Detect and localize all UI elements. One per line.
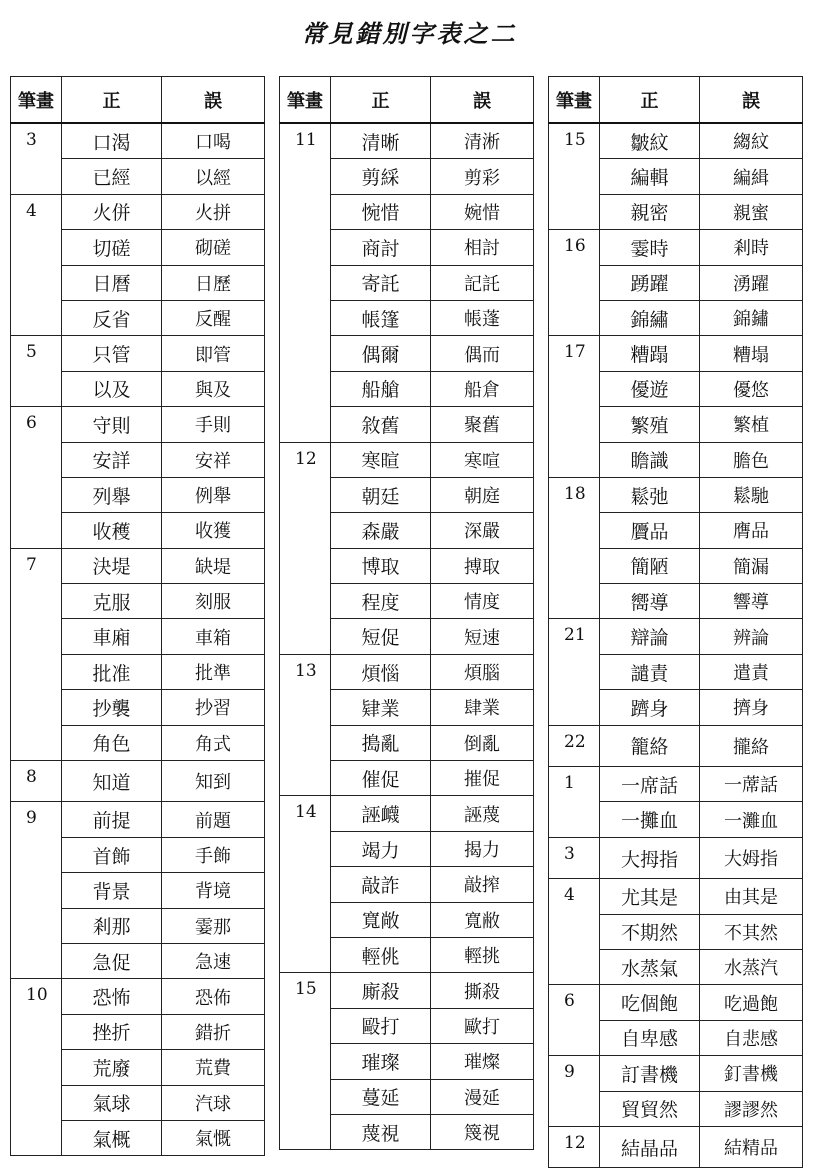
correct-word: 大拇指 [600,837,700,878]
wrong-word: 氣慨 [162,1120,265,1155]
header-correct: 正 [600,77,700,124]
stroke-count: 22 [549,725,600,766]
table-row [11,123,265,159]
correct-word: 決堤 [62,548,162,583]
header-stroke: 筆畫 [549,77,600,124]
wrong-word: 聚舊 [431,407,534,442]
correct-word: 蔓延 [331,1079,431,1114]
table-row [11,761,265,802]
correct-word: 前提 [62,802,162,837]
wrong-word: 錯折 [162,1014,265,1049]
wrong-word: 以經 [162,159,265,194]
wrong-word: 璀燦 [431,1044,534,1079]
wrong-word: 一灘血 [700,802,803,837]
correct-word: 水蒸氣 [600,949,700,984]
wrong-word: 霎那 [162,908,265,943]
wrong-word: 收獲 [162,513,265,548]
correct-word: 寬敞 [331,902,431,937]
correct-word: 躋身 [600,690,700,725]
correct-word: 恐怖 [62,979,162,1014]
wrong-word: 背境 [162,873,265,908]
stroke-count: 18 [549,477,600,619]
correct-word: 清晰 [331,123,431,159]
correct-word: 籠絡 [600,725,700,766]
wrong-word: 倒亂 [431,725,534,760]
wrong-word: 錦鏽 [700,300,803,335]
wrong-word: 抄習 [162,690,265,725]
wrong-word: 荒費 [162,1050,265,1085]
correct-word: 一席話 [600,767,700,802]
correct-word: 惋惜 [331,194,431,229]
wrong-word: 批準 [162,654,265,689]
correct-word: 敘舊 [331,407,431,442]
stroke-count: 21 [549,619,600,725]
table-row [549,837,803,878]
stroke-count: 7 [11,548,62,760]
wrong-word: 肆業 [431,690,534,725]
wrong-word: 砌磋 [162,230,265,265]
correct-word: 寒暄 [331,442,431,477]
table-row [11,802,265,837]
wrong-word: 即管 [162,336,265,371]
wrong-word: 朝庭 [431,477,534,512]
stroke-count: 15 [280,973,331,1150]
correct-word: 森嚴 [331,513,431,548]
table-row [280,123,534,159]
correct-word: 鬆弛 [600,477,700,512]
correct-word: 剎那 [62,908,162,943]
table-row [11,336,265,371]
header-wrong: 誤 [431,77,534,124]
wrong-word: 寬敝 [431,902,534,937]
correct-word: 踴躍 [600,265,700,300]
stroke-count: 6 [549,985,600,1056]
correct-word: 煩惱 [331,654,431,689]
wrong-word: 前題 [162,802,265,837]
wrong-word: 婉惜 [431,194,534,229]
table-row [549,879,803,914]
wrong-word: 情度 [431,584,534,619]
correct-word: 列舉 [62,477,162,512]
table-row [11,407,265,442]
correct-word: 荒廢 [62,1050,162,1085]
correct-word: 安詳 [62,442,162,477]
page-title: 常見錯別字表之二 [301,20,518,48]
wrong-word: 急速 [162,943,265,978]
wrong-word: 清淅 [431,123,534,159]
correct-word: 蔑視 [331,1114,431,1149]
table-row [549,985,803,1020]
table-row [280,654,534,689]
wrong-word: 輕挑 [431,937,534,972]
correct-word: 霎時 [600,230,700,265]
wrong-word: 繁植 [700,407,803,442]
correct-word: 訂書機 [600,1056,700,1091]
correct-word: 車廂 [62,619,162,654]
correct-word: 日曆 [62,265,162,300]
correct-word: 催促 [331,761,431,796]
wrong-word: 口喝 [162,123,265,159]
wrong-word: 帳蓬 [431,300,534,335]
header-stroke: 筆畫 [280,77,331,124]
wrong-word: 吃過飽 [700,985,803,1020]
stroke-count: 17 [549,336,600,478]
stroke-count: 10 [11,979,62,1156]
stroke-count: 9 [11,802,62,979]
wrong-word: 謬謬然 [700,1091,803,1126]
wrong-word: 一蓆話 [700,767,803,802]
wrong-word: 日歷 [162,265,265,300]
header-wrong: 誤 [700,77,803,124]
wrong-word: 船倉 [431,371,534,406]
correct-word: 寄託 [331,265,431,300]
wrong-word: 寒喧 [431,442,534,477]
correct-word: 不期然 [600,914,700,949]
correct-word: 挫折 [62,1014,162,1049]
wrong-word: 安祥 [162,442,265,477]
stroke-count: 1 [549,767,600,838]
correct-word: 竭力 [331,831,431,866]
correct-word: 敲詐 [331,867,431,902]
correct-word: 輕佻 [331,937,431,972]
correct-word: 毆打 [331,1008,431,1043]
wrong-word: 知到 [162,761,265,802]
table-row [11,979,265,1014]
wrong-word: 大姆指 [700,837,803,878]
wrong-word: 釘書機 [700,1056,803,1091]
wrong-word: 辨論 [700,619,803,654]
wrong-word: 不其然 [700,914,803,949]
correct-word: 知道 [62,761,162,802]
table-row [549,1126,803,1167]
correct-word: 結晶品 [600,1126,700,1167]
wrong-word: 遣責 [700,654,803,689]
wrong-word: 反醒 [162,300,265,335]
stroke-count: 6 [11,407,62,549]
correct-word: 廝殺 [331,973,431,1008]
table-row [280,796,534,831]
correct-word: 口渴 [62,123,162,159]
wrong-word: 擠身 [700,690,803,725]
wrong-word: 剎時 [700,230,803,265]
correct-word: 以及 [62,371,162,406]
correct-word: 糟蹋 [600,336,700,371]
wrong-word: 由其是 [700,879,803,914]
stroke-count: 16 [549,230,600,336]
table-row [280,442,534,477]
stroke-count: 3 [11,123,62,194]
correct-word: 程度 [331,584,431,619]
wrong-word: 縐紋 [700,123,803,159]
wrong-word: 汽球 [162,1085,265,1120]
correct-word: 收穫 [62,513,162,548]
correct-word: 瞻識 [600,442,700,477]
stroke-table-right [548,76,803,1168]
wrong-word: 歐打 [431,1008,534,1043]
table-row [549,1056,803,1091]
correct-word: 商討 [331,230,431,265]
wrong-word: 編緝 [700,159,803,194]
wrong-word: 篾視 [431,1114,534,1149]
table-row [549,477,803,512]
correct-word: 抄襲 [62,690,162,725]
wrong-word: 響導 [700,584,803,619]
correct-word: 只管 [62,336,162,371]
correct-word: 博取 [331,548,431,583]
wrong-word: 優悠 [700,371,803,406]
correct-word: 編輯 [600,159,700,194]
stroke-table-left [10,76,265,1156]
header-correct: 正 [331,77,431,124]
correct-word: 切磋 [62,230,162,265]
wrong-word: 偶而 [431,336,534,371]
correct-word: 氣概 [62,1120,162,1155]
stroke-count: 5 [11,336,62,407]
correct-word: 優遊 [600,371,700,406]
correct-word: 貿貿然 [600,1091,700,1126]
correct-word: 誣衊 [331,796,431,831]
wrong-word: 角式 [162,725,265,760]
table-row [549,336,803,371]
wrong-word: 車箱 [162,619,265,654]
wrong-word: 敲搾 [431,867,534,902]
wrong-word: 水蒸汽 [700,949,803,984]
correct-word: 首飾 [62,837,162,872]
correct-word: 火併 [62,194,162,229]
correct-word: 短促 [331,619,431,654]
correct-word: 簡陋 [600,548,700,583]
correct-word: 譴責 [600,654,700,689]
correct-word: 尤其是 [600,879,700,914]
wrong-word: 手飾 [162,837,265,872]
wrong-word: 湧躍 [700,265,803,300]
wrong-word: 攏絡 [700,725,803,766]
correct-word: 吃個飽 [600,985,700,1020]
stroke-count: 14 [280,796,331,973]
stroke-count: 9 [549,1056,600,1127]
table-row [11,548,265,583]
wrong-word: 糟塌 [700,336,803,371]
wrong-word: 結精品 [700,1126,803,1167]
correct-word: 克服 [62,584,162,619]
wrong-word: 與及 [162,371,265,406]
correct-word: 辯論 [600,619,700,654]
wrong-word: 誣蔑 [431,796,534,831]
correct-word: 贗品 [600,513,700,548]
wrong-word: 短速 [431,619,534,654]
table-row [11,194,265,229]
wrong-word: 恐佈 [162,979,265,1014]
wrong-word: 摧促 [431,761,534,796]
stroke-count: 4 [11,194,62,336]
table-row [280,973,534,1008]
wrong-word: 例舉 [162,477,265,512]
correct-word: 背景 [62,873,162,908]
wrong-word: 剪彩 [431,159,534,194]
correct-word: 肄業 [331,690,431,725]
correct-word: 搗亂 [331,725,431,760]
wrong-word: 膺品 [700,513,803,548]
table-row [549,725,803,766]
wrong-word: 膽色 [700,442,803,477]
stroke-count: 3 [549,837,600,878]
correct-word: 璀璨 [331,1044,431,1079]
correct-word: 皺紋 [600,123,700,159]
wrong-word: 手則 [162,407,265,442]
stroke-count: 4 [549,879,600,985]
correct-word: 偶爾 [331,336,431,371]
stroke-count: 12 [549,1126,600,1167]
correct-word: 剪綵 [331,159,431,194]
header-stroke: 筆畫 [11,77,62,124]
wrong-word: 相討 [431,230,534,265]
correct-word: 自卑感 [600,1020,700,1055]
wrong-word: 煩腦 [431,654,534,689]
table-row [549,230,803,265]
correct-word: 守則 [62,407,162,442]
correct-word: 批准 [62,654,162,689]
wrong-word: 撕殺 [431,973,534,1008]
wrong-word: 記託 [431,265,534,300]
stroke-count: 12 [280,442,331,654]
wrong-word: 搏取 [431,548,534,583]
stroke-count: 13 [280,654,331,796]
correct-word: 氣球 [62,1085,162,1120]
correct-word: 親密 [600,194,700,229]
wrong-word: 揭力 [431,831,534,866]
stroke-count: 15 [549,123,600,230]
correct-word: 帳篷 [331,300,431,335]
table-row [549,767,803,802]
wrong-word: 簡漏 [700,548,803,583]
correct-word: 急促 [62,943,162,978]
header-correct: 正 [62,77,162,124]
wrong-word: 深嚴 [431,513,534,548]
table-row [549,619,803,654]
wrong-word: 自悲感 [700,1020,803,1055]
stroke-table-middle [279,76,534,1150]
correct-word: 朝廷 [331,477,431,512]
wrong-word: 缺堤 [162,548,265,583]
table-row [549,123,803,159]
correct-word: 反省 [62,300,162,335]
correct-word: 已經 [62,159,162,194]
wrong-word: 刻服 [162,584,265,619]
correct-word: 錦繡 [600,300,700,335]
wrong-word: 親蜜 [700,194,803,229]
wrong-word: 漫延 [431,1079,534,1114]
correct-word: 一攤血 [600,802,700,837]
correct-word: 船艙 [331,371,431,406]
correct-word: 嚮導 [600,584,700,619]
stroke-count: 8 [11,761,62,802]
header-wrong: 誤 [162,77,265,124]
correct-word: 繁殖 [600,407,700,442]
wrong-word: 鬆馳 [700,477,803,512]
stroke-count: 11 [280,123,331,442]
correct-word: 角色 [62,725,162,760]
wrong-word: 火拼 [162,194,265,229]
